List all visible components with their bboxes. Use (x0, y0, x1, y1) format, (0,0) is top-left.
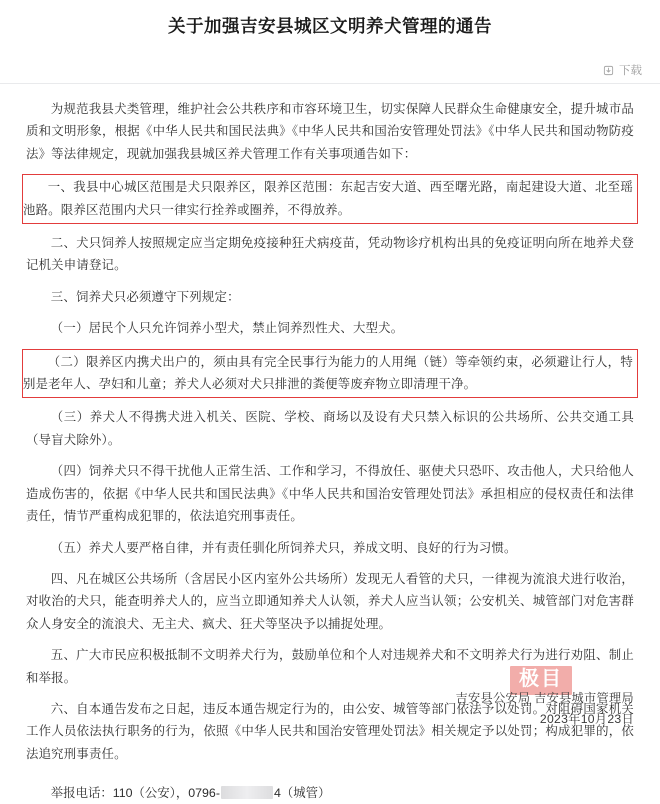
header-divider (0, 83, 660, 84)
paragraph-article-3-item-1: （一）居民个人只允许饲养小型犬，禁止饲养烈性犬、大型犬。 (50, 321, 404, 336)
paragraph-article-4: 四、凡在城区公共场所（含居民小区内室外公共场所）发现无人看管的犬只，一律视为流浪犬进行收治，对收治的犬只，能查明养犬人的，应当立即通知养犬人认领，养犬人应当认领；公安机关、城管部门对危害群众人身安全的流浪犬、无主犬、疯犬、狂犬等坚决予以捕捉处理。 (26, 571, 634, 631)
highlight-box-article-3-item-2 (22, 349, 638, 399)
redacted-number (221, 786, 273, 799)
paragraph-article-1: 一、我县中心城区范围是犬只限养区，限养区范围：东起吉安大道、西至曙光路，南起建设大道、北至瑶池路。限养区范围内犬只一律实行拴养或圈养，不得放养。 (23, 180, 633, 217)
paragraph-article-3-item-4: （四）饲养犬只不得干扰他人正常生活、工作和学习，不得放任、驱使犬只恐吓、攻击他人，犬只给他人造成伤害的，依据《中华人民共和国民法典》《中华人民共和国治安管理处罚法》承担相应的侵权责任和法律责任，情节严重构成犯罪的，依法追究刑事责任。 (26, 464, 634, 524)
highlight-box-article-1 (22, 174, 638, 224)
paragraph-article-6: 六、自本通告发布之日起，违反本通告规定行为的，由公安、城管等部门依法予以处罚。对阻碍国家机关工作人员依法执行职务的行为，依照《中华人民共和国治安管理处罚法》相关规定予以处罚；构成犯罪的，依法追究刑事责任。 (26, 701, 634, 761)
report-hotline (26, 782, 634, 804)
paragraph-article-3-item-5: （五）养犬人要严格自律，并有责任驯化所饲养犬只，养成文明、良好的行为习惯。 (50, 540, 517, 555)
paragraph-article-3-item-3: （三）养犬人不得携犬进入机关、医院、学校、商场以及设有犬只禁入标识的公共场所、公共交通工具（导盲犬除外）。 (26, 410, 634, 447)
page-title: 关于加强吉安县城区文明养犬管理的通告 (168, 16, 492, 36)
hotline-prefix: 举报电话：110（公安），0796- (50, 786, 220, 801)
paragraph-article-5: 五、广大市民应积极抵制不文明养犬行为，鼓励单位和个人对违规养犬和不文明养犬行为进行劝阻、制止和举报。 (26, 648, 634, 685)
download-icon (603, 65, 614, 76)
paragraph-article-3-item-2: （二）限养区内携犬出户的，须由具有完全民事行为能力的人用绳（链）等牵领约束，必须避让行人，特别是老年人、孕妇和儿童；养犬人必须对犬只排泄的粪便等废弃物立即清理干净。 (23, 354, 633, 392)
signature-issuers: 吉安县公安局 吉安县城市管理局 (455, 691, 634, 705)
signature-date: 2023年10月23日 (539, 712, 634, 726)
hotline-suffix: 4（城管） (273, 786, 331, 801)
signature-block (455, 688, 634, 730)
paragraph-article-2: 二、犬只饲养人按照规定应当定期免疫接种狂犬病疫苗，凭动物诊疗机构出具的免疫证明向所在地养犬登记机关申请登记。 (26, 236, 634, 273)
paragraph-article-3-head: 三、饲养犬只必须遵守下列规定： (50, 289, 240, 304)
watermark-badge: 极目 (510, 666, 572, 695)
download-label: 下载 (619, 65, 642, 77)
paragraph-intro: 为规范我县犬类管理，维护社会公共秩序和市容环境卫生，切实保障人民群众生命健康安全，提升城市品质和文明形象，根据《中华人民共和国民法典》《中华人民共和国治安管理处罚法》《中华人民共和国动物防疫法》等法律规定，现就加强我县城区养犬管理工作有关事项通告如下： (26, 102, 634, 161)
download-button[interactable] (603, 62, 642, 78)
